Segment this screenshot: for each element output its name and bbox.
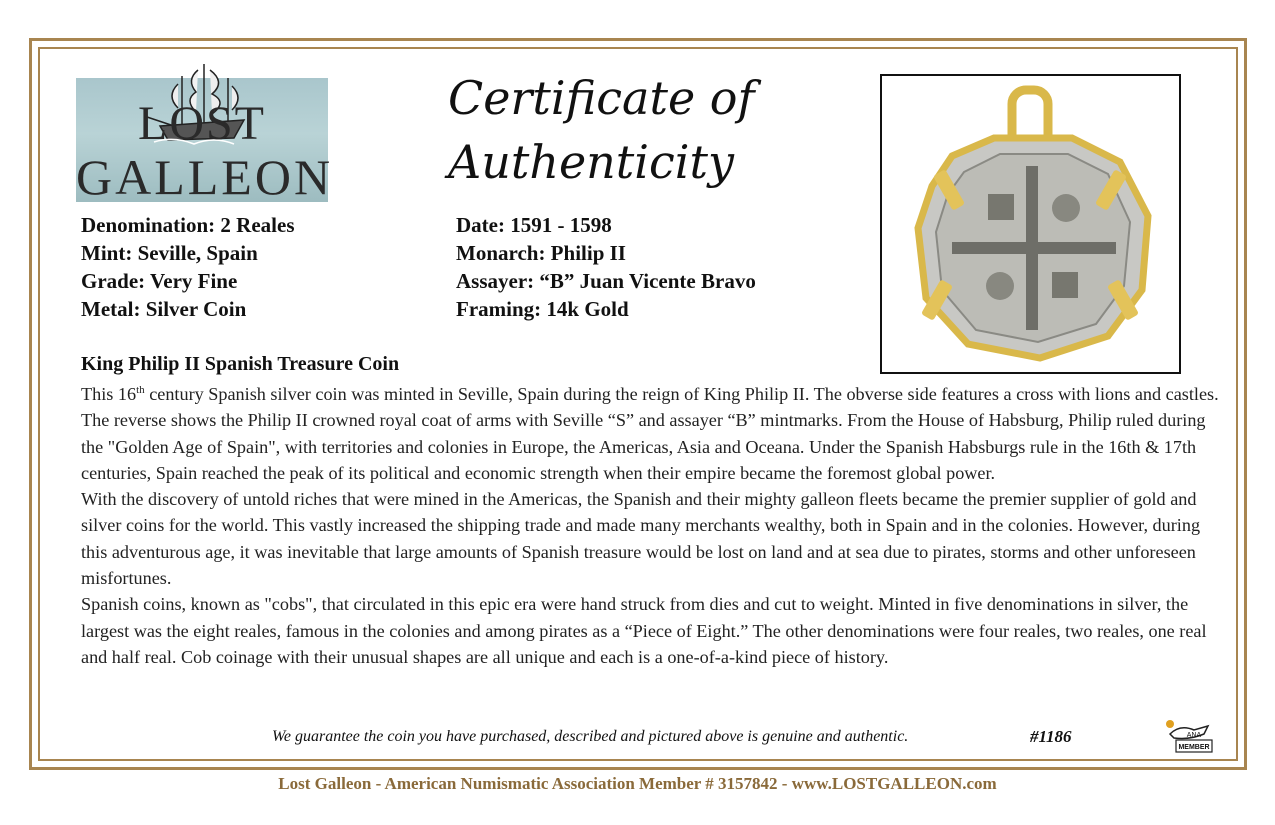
ana-lamp-icon [1160,716,1220,754]
ordinal-suffix: th [136,383,145,396]
footer-membership: Lost Galleon - American Numismatic Association Member # 3157842 - www.LOSTGALLEON.com [278,774,997,793]
spec-grade: Grade: Very Fine [81,269,238,293]
description-body [81,381,1221,670]
spec-framing: Framing: 14k Gold [456,297,629,321]
paragraph-1-start: This 16 [81,384,137,404]
paragraph-1-rest: century Spanish silver coin was minted in Seville, Spain during the reign of King Philip II. The obverse side features a cross with lions and castles. The reverse shows the Philip II crowned royal coat of arms with Seville “S” and assayer “B” mintmarks. From the House of Habsburg, Philip ruled during the "Golden Age of Spain", with territories and colonies in Europe, the Americas, Asia and Oceana. Under the Spanish Habsburgs rule in the 16th & 17th centuries, Spain reached the peak of its political and economic strength when their empire became the foremost global power. [81,384,1219,483]
specs-right-column [456,211,756,323]
description-paragraph-2: With the discovery of untold riches that were mined in the Americas, the Spanish and their mighty galleon fleets became the premier supplier of gold and silver coins for the world. This vastly increased the shipping trade and made many merchants wealthy, both in Spain and in the colonies. However, during this adventurous age, it was inevitable that large amounts of Spanish treasure would be lost on land and at sea due to pirates, storms and other unforeseen misfortunes. [81,489,1201,589]
ana-badge-top: ANA [1186,732,1202,739]
spec-assayer: Assayer: “B” Juan Vicente Bravo [456,269,756,293]
spec-mint: Mint: Seville, Spain [81,241,258,265]
spec-monarch: Monarch: Philip II [456,241,626,265]
guarantee-statement: We guarantee the coin you have purchased, described and pictured above is genuine and authentic. [272,728,909,745]
title-line-1: Certificate of [448,71,755,125]
spec-date: Date: 1591 - 1598 [456,213,612,237]
specs-left-column [81,211,295,323]
logo-text-galleon: GALLEON [76,149,334,205]
certificate-title [448,66,755,194]
section-heading: King Philip II Spanish Treasure Coin [81,353,400,375]
description-paragraph-3: Spanish coins, known as "cobs", that circulated in this epic era were hand struck from dies and cut to weight. Minted in five denominations in silver, the largest was the eight reales, famous in the colonies and among pirates as a “Piece of Eight.” The other denominations were four reales, two reales, one real and half real. Cob coinage with their unusual shapes are all unique and each is a one-of-a-kind piece of history. [81,594,1207,667]
spec-denomination: Denomination: 2 Reales [81,213,295,237]
logo-text-lost: LOST [138,97,266,150]
description-paragraph-1 [81,381,1221,486]
coin-photo-frame [880,74,1181,374]
lost-galleon-logo [76,78,334,205]
ana-badge-bottom: MEMBER [1178,744,1210,751]
certificate-number: #1186 [1030,727,1072,746]
coin-pendant-image [882,76,1179,372]
spec-metal: Metal: Silver Coin [81,297,247,321]
title-line-2: Authenticity [448,135,734,189]
